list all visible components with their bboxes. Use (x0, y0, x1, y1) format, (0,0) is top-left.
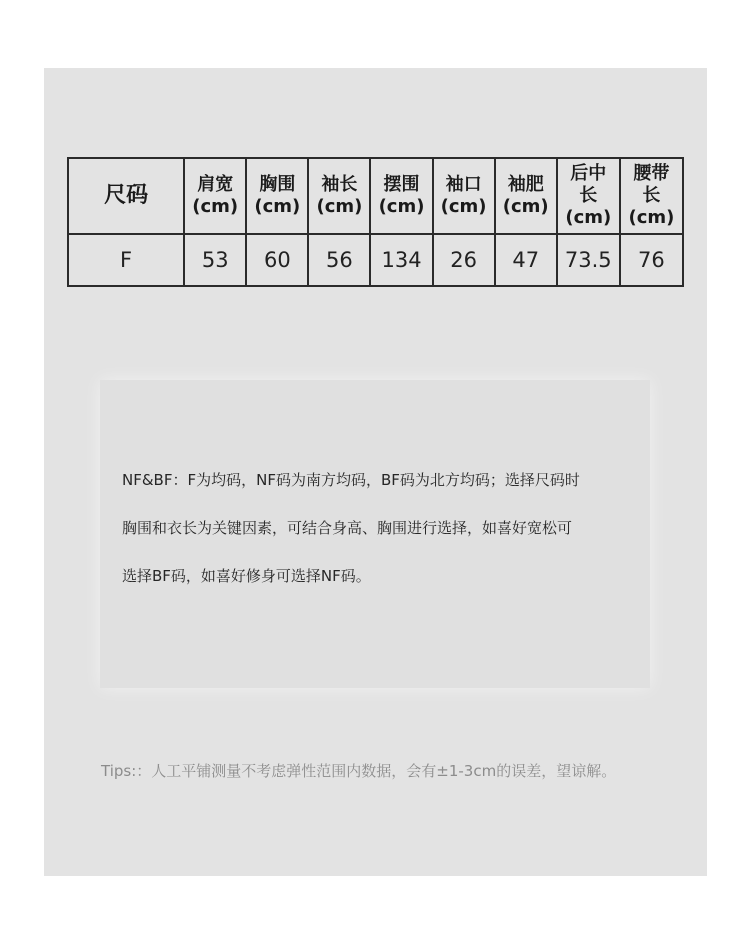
header-sleeve-width: 袖肥 (cm) (495, 158, 557, 234)
header-size: 尺码 (68, 158, 184, 234)
size-table (67, 157, 684, 287)
header-shoulder-width: 肩宽 (cm) (184, 158, 246, 234)
note-line: NF&BF：F为均码，NF码为南方均码，BF码为北方均码；选择尺码时 (122, 471, 580, 489)
content-panel (44, 68, 707, 876)
cell-back-length: 73.5 (557, 234, 620, 286)
cell-hem: 134 (370, 234, 432, 286)
header-belt-length: 腰带 长 (cm) (620, 158, 683, 234)
header-hem: 摆围 (cm) (370, 158, 432, 234)
cell-belt-length: 76 (620, 234, 683, 286)
table-row (68, 234, 683, 286)
cell-sleeve-length: 56 (308, 234, 370, 286)
note-line: 选择BF码，如喜好修身可选择NF码。 (122, 567, 371, 585)
cell-sleeve-width: 47 (495, 234, 557, 286)
header-bust: 胸围 (cm) (246, 158, 308, 234)
cell-shoulder-width: 53 (184, 234, 246, 286)
cell-size: F (68, 234, 184, 286)
table-header-row (68, 158, 683, 234)
measurement-tips: Tips:：人工平铺测量不考虑弹性范围内数据，会有±1-3cm的误差，望谅解。 (101, 762, 617, 780)
header-sleeve-length: 袖长 (cm) (308, 158, 370, 234)
header-back-length: 后中 长 (cm) (557, 158, 620, 234)
cell-cuff: 26 (433, 234, 495, 286)
cell-bust: 60 (246, 234, 308, 286)
header-cuff: 袖口 (cm) (433, 158, 495, 234)
note-line: 胸围和衣长为关键因素，可结合身高、胸围进行选择，如喜好宽松可 (122, 519, 573, 537)
sizing-note (100, 380, 650, 688)
